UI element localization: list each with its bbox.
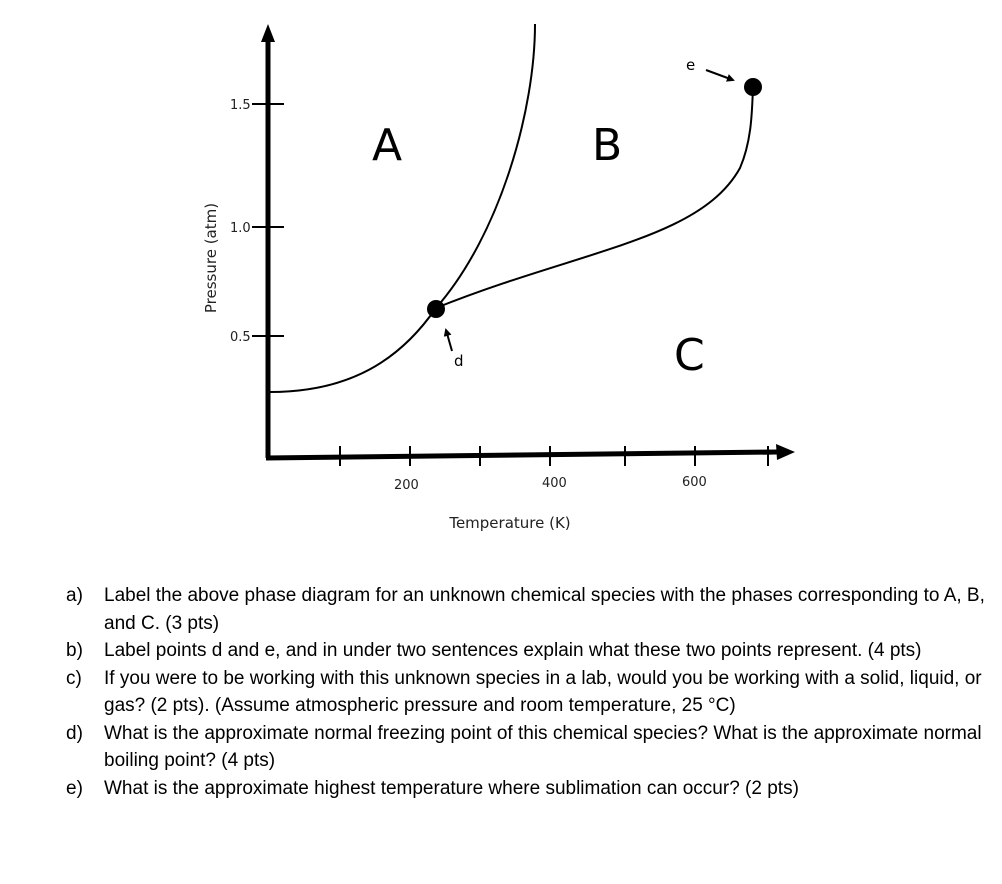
question-item [66,775,986,803]
x-tick-label: 600 [682,475,707,490]
triple-point-d [427,300,445,318]
question-text: What is the approximate normal freezing point of this chemical species? What is the approximate normal boiling point? (4 pts) [104,722,982,771]
critical-point-e [744,78,762,96]
melting-curve [436,24,535,308]
question-text: Label points d and e, and in under two sentences explain what these two points represent. (4 pts) [104,640,922,661]
region-label-c: C [674,330,705,381]
y-axis-title: Pressure (atm) [202,202,220,314]
question-text: What is the approximate highest temperature where sublimation can occur? (2 pts) [104,777,799,799]
x-tick-label: 400 [542,476,567,491]
question-item [66,582,986,637]
point-label-d: d [454,352,464,370]
question-item [66,720,986,775]
x-axis-title: Temperature (K) [449,514,571,532]
x-axis [266,452,778,458]
pointer-arrow-d [446,330,452,351]
question-letter: e) [66,777,83,799]
question-letter: b) [66,640,83,661]
y-tick-label: 0.5 [230,330,251,345]
y-axis-arrowhead [261,24,275,42]
x-tick-label: 200 [394,478,419,493]
point-label-e: e [686,56,696,74]
question-text: If you were to be working with this unknown species in a lab, would you be working with a solid, liquid, or gas? (2 pts). (Assume atmospheric pressure and room temperature, 25 °C) [104,667,982,716]
y-tick-label: 1.5 [230,98,251,113]
sublimation-curve [270,308,436,392]
pointer-arrow-e [706,70,733,80]
region-label-b: B [592,120,623,171]
y-tick-label: 1.0 [230,221,251,236]
question-text: Label the above phase diagram for an unknown chemical species with the phases corresponding to A, B, and C. (3 pts) [104,585,985,634]
question-list [66,582,986,802]
question-item [66,665,986,720]
question-item [66,637,986,665]
x-axis-arrowhead [776,444,795,460]
question-letter: c) [66,667,82,689]
question-letter: d) [66,722,83,744]
region-label-a: A [372,120,403,171]
question-letter: a) [66,585,83,606]
